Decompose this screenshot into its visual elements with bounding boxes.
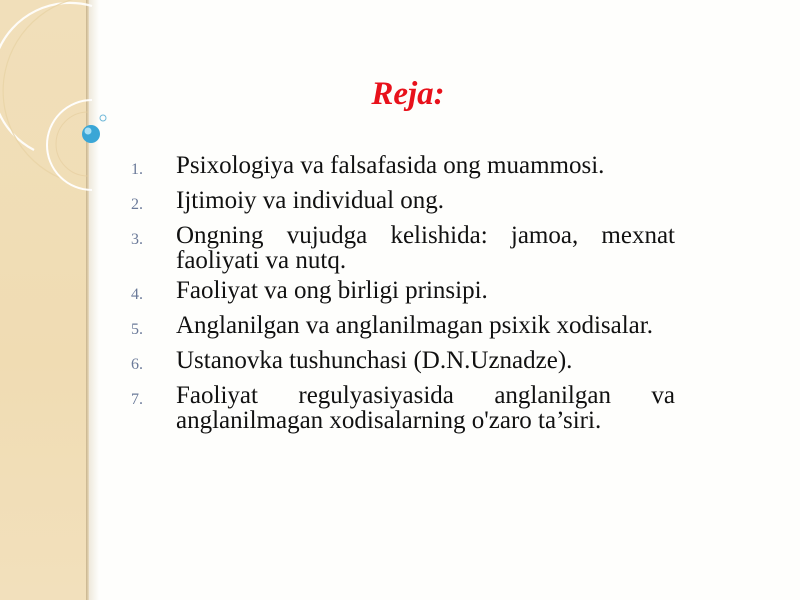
list-item-number: 3.: [131, 231, 143, 248]
list-item: [131, 383, 675, 433]
list-item-text: Faoliyat va ong birligi prinsipi.: [176, 277, 488, 304]
list-item: [131, 278, 675, 308]
list-item-number: 1.: [131, 161, 143, 178]
list-item-text: Ijtimoiy va individual ong.: [176, 187, 445, 214]
list-item: [131, 153, 675, 183]
list-item: [131, 223, 675, 273]
list-item-number: 6.: [131, 356, 143, 373]
plan-list: [131, 153, 675, 438]
list-item-number: 5.: [131, 321, 143, 338]
list-item: [131, 188, 675, 218]
list-item-text: Ustanovka tushunchasi (D.N.Uznadze).: [176, 347, 573, 374]
list-item: [131, 348, 675, 378]
list-item-text: Anglanilgan va anglanilmagan psixik xodisalar.: [176, 312, 653, 339]
list-item-text: Psixologiya va falsafasida ong muammosi.: [176, 152, 605, 179]
list-item-text: Faoliyat regulyasiyasida anglanilgan va anglanilmagan xodisalarning o'zaro ta’siri.: [176, 382, 675, 434]
list-item-number: 2.: [131, 196, 143, 213]
list-item-text: Ongning vujudga kelishida: jamoa, mexnat faoliyati va nutq.: [176, 222, 675, 274]
list-item-number: 4.: [131, 286, 143, 303]
list-item: [131, 313, 675, 343]
list-item-number: 7.: [131, 391, 143, 408]
slide-title: Reja:: [371, 76, 445, 112]
